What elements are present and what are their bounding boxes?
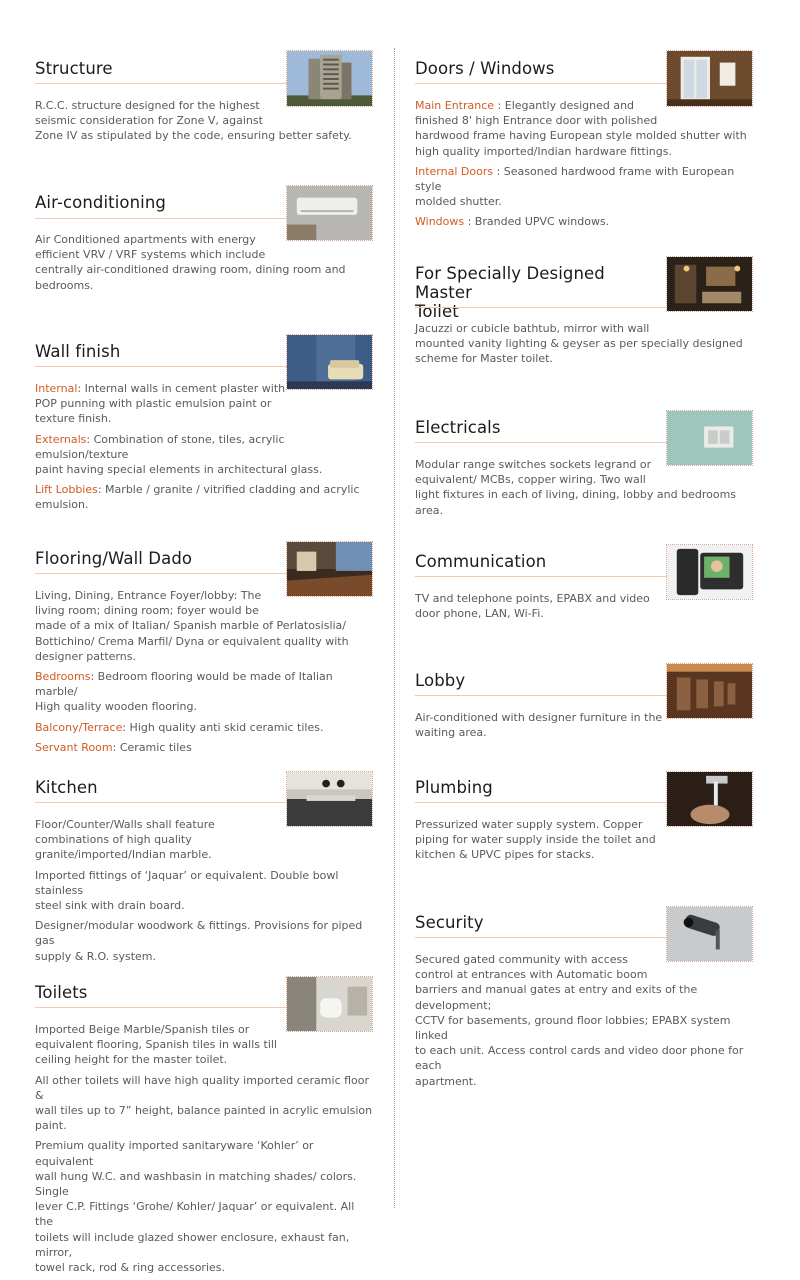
paragraph: TV and telephone points, EPABX and video door phone, LAN, Wi-Fi. bbox=[415, 592, 650, 621]
title-underline bbox=[415, 695, 667, 696]
section-title: Electricals bbox=[415, 418, 501, 437]
title-underline bbox=[415, 937, 667, 938]
section-title: Kitchen bbox=[35, 778, 98, 797]
title-underline bbox=[415, 83, 667, 84]
paragraph: Air-conditioned with designer furniture in the waiting area. bbox=[415, 711, 663, 740]
paragraph: Designer/modular woodwork & fittings. Provisions for piped gas supply & R.O. system. bbox=[35, 919, 363, 963]
paragraph: Windows : Branded UPVC windows. bbox=[415, 215, 610, 229]
column-divider bbox=[394, 48, 395, 1208]
paragraph: Main Entrance : Elegantly designed and finished 8' high Entrance door with polished hardwood frame having European style molded shutter with high quality imported/Indian hardware fittings. bbox=[415, 99, 747, 158]
section-title: Plumbing bbox=[415, 778, 493, 797]
title-underline bbox=[35, 218, 287, 219]
section-title: Lobby bbox=[415, 671, 466, 690]
section-body bbox=[415, 817, 753, 868]
title-underline bbox=[415, 442, 667, 443]
master-toilet-photo bbox=[666, 256, 753, 312]
paragraph: Imported Beige Marble/Spanish tiles or equivalent flooring, Spanish tiles in walls till ceiling height for the master toilet. bbox=[35, 1023, 277, 1067]
section-body bbox=[415, 98, 753, 235]
section-title: Flooring/Wall Dado bbox=[35, 549, 193, 568]
section-body bbox=[415, 952, 753, 1094]
section-title: Security bbox=[415, 913, 484, 932]
paragraph: Floor/Counter/Walls shall feature combinations of high quality granite/imported/Indian marble. bbox=[35, 818, 215, 862]
paragraph: Lift Lobbies: Marble / granite / vitrified cladding and acrylic emulsion. bbox=[35, 483, 360, 512]
title-underline bbox=[35, 366, 287, 367]
section-title: Communication bbox=[415, 552, 547, 571]
section-body bbox=[35, 98, 373, 149]
title-underline bbox=[35, 573, 287, 574]
section-title: Structure bbox=[35, 59, 113, 78]
section-body bbox=[415, 457, 753, 523]
section-body bbox=[415, 321, 753, 372]
section-body bbox=[35, 817, 373, 969]
paragraph: Balcony/Terrace: High quality anti skid ceramic tiles. bbox=[35, 720, 324, 734]
paragraph: All other toilets will have high quality imported ceramic floor & wall tiles up to 7” height, balance painted in acrylic emulsion paint. bbox=[35, 1073, 373, 1133]
section-body bbox=[35, 232, 373, 298]
paragraph: R.C.C. structure designed for the highest seismic consideration for Zone V, against Zone IV as stipulated by the code, ensuring better safety. bbox=[35, 99, 352, 143]
paragraph: Premium quality imported sanitaryware ‘Kohler’ or equivalent wall hung W.C. and washbasin in matching shades/ colors. Single lever C.P. Fittings ‘Grohe/ Kohler/ Jaquar’ or equivalent. All the toilets will include glazed shower enclosure, exhaust fan, mirror, towel rack, rod & ring accessories. bbox=[35, 1139, 357, 1275]
title-underline bbox=[415, 307, 667, 308]
paragraph: Bedrooms: Bedroom flooring would be made of Italian marble/ High quality wooden flooring. bbox=[35, 670, 333, 714]
section-body bbox=[35, 381, 373, 518]
paragraph: Air Conditioned apartments with energy efficient VRV / VRF systems which include centrally air-conditioned drawing room, dining room and bedrooms. bbox=[35, 233, 346, 292]
paragraph: Internal Doors : Seasoned hardwood frame with European style molded shutter. bbox=[415, 164, 735, 209]
paragraph: Pressurized water supply system. Copper piping for water supply inside the toilet and kitchen & UPVC pipes for stacks. bbox=[415, 818, 656, 862]
paragraph: Living, Dining, Entrance Foyer/lobby: The living room; dining room; foyer would be made of a mix of Italian/ Spanish marble of Perlatosislia/ Bottichino/ Crema Marfil/ Dyna or equivalent quality with designer patterns. bbox=[35, 589, 349, 663]
section-title: Wall finish bbox=[35, 342, 121, 361]
paragraph: Internal: Internal walls in cement plaster with POP punning with plastic emulsion paint or texture finish. bbox=[35, 382, 286, 426]
title-underline bbox=[35, 1007, 287, 1008]
title-underline bbox=[415, 802, 667, 803]
paragraph: Jacuzzi or cubicle bathtub, mirror with wall mounted vanity lighting & geyser as per specially designed scheme for Master toilet. bbox=[415, 322, 743, 366]
paragraph: Externals: Combination of stone, tiles, acrylic emulsion/texture paint having special elements in architectural glass. bbox=[35, 432, 323, 477]
section-title: Toilets bbox=[35, 983, 88, 1002]
section-title: Air-conditioning bbox=[35, 193, 166, 212]
section-title: Doors / Windows bbox=[415, 59, 555, 78]
paragraph: Secured gated community with access control at entrances with Automatic boom barriers and manual gates at entry and exits of the development; CCTV for basements, ground floor lobbies; EPABX system linked to each unit. Access control cards and video door phone for each apartment. bbox=[415, 953, 744, 1088]
title-underline bbox=[35, 83, 287, 84]
section-body bbox=[35, 588, 373, 760]
section-body bbox=[35, 1022, 373, 1280]
paragraph: Modular range switches sockets legrand or equivalent/ MCBs, copper wiring. Two wall light fixtures in each of living, dining, lobby and bedrooms area. bbox=[415, 458, 737, 517]
title-underline bbox=[415, 576, 667, 577]
section-body bbox=[415, 591, 753, 626]
paragraph: Servant Room: Ceramic tiles bbox=[35, 740, 192, 754]
paragraph: Imported fittings of ‘Jaquar’ or equivalent. Double bowl stainless steel sink with drain board. bbox=[35, 868, 339, 913]
title-underline bbox=[35, 802, 287, 803]
section-title: For Specially Designed Master Toilet bbox=[415, 264, 605, 321]
section-body bbox=[415, 710, 753, 745]
